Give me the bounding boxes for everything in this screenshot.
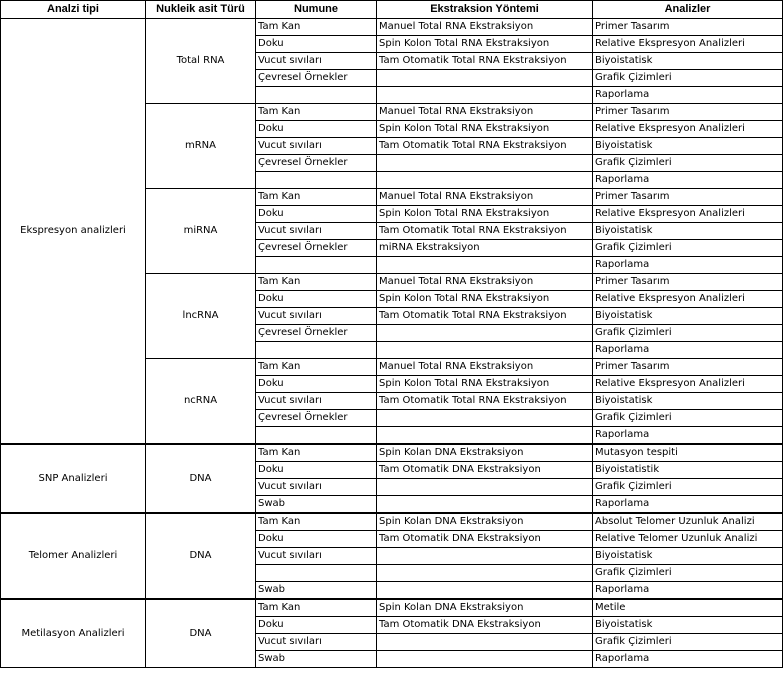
extraction-method-cell xyxy=(377,548,593,565)
sample-cell xyxy=(256,427,377,445)
analysis-cell: Metile xyxy=(593,599,783,617)
extraction-method-cell: Spin Kolon Total RNA Ekstraksiyon xyxy=(377,121,593,138)
analysis-cell: Relative Ekspresyon Analizleri xyxy=(593,291,783,308)
sample-cell: Çevresel Örnekler xyxy=(256,240,377,257)
sample-cell: Doku xyxy=(256,291,377,308)
analysis-cell: Relative Ekspresyon Analizleri xyxy=(593,376,783,393)
analysis-cell: Raporlama xyxy=(593,87,783,104)
sample-cell: Tam Kan xyxy=(256,274,377,291)
analysis-cell: Grafik Çizimleri xyxy=(593,634,783,651)
sample-cell: Tam Kan xyxy=(256,444,377,462)
sample-cell: Tam Kan xyxy=(256,104,377,121)
header-sample: Numune xyxy=(256,1,377,19)
header-nucleic-acid: Nukleik asit Türü xyxy=(146,1,256,19)
extraction-method-cell xyxy=(377,427,593,445)
analysis-cell: Primer Tasarım xyxy=(593,189,783,206)
nucleic-acid-cell: lncRNA xyxy=(146,274,256,359)
sample-cell xyxy=(256,342,377,359)
analysis-cell: Biyoistatistik xyxy=(593,462,783,479)
sample-cell: Doku xyxy=(256,36,377,53)
extraction-method-cell: Tam Otomatik Total RNA Ekstraksiyon xyxy=(377,53,593,70)
header-row xyxy=(1,1,783,19)
sample-cell: Vucut sıvıları xyxy=(256,393,377,410)
sample-cell xyxy=(256,87,377,104)
sample-cell xyxy=(256,565,377,582)
analysis-cell: Grafik Çizimleri xyxy=(593,325,783,342)
extraction-method-cell xyxy=(377,70,593,87)
extraction-method-cell xyxy=(377,565,593,582)
extraction-method-cell: Spin Kolon Total RNA Ekstraksiyon xyxy=(377,291,593,308)
analysis-cell: Biyoistatisk xyxy=(593,53,783,70)
analysis-type-cell: Metilasyon Analizleri xyxy=(1,599,146,668)
sample-cell: Tam Kan xyxy=(256,19,377,36)
sample-cell: Doku xyxy=(256,376,377,393)
sample-cell: Doku xyxy=(256,121,377,138)
sample-cell: Doku xyxy=(256,462,377,479)
table-row xyxy=(1,444,783,462)
extraction-method-cell xyxy=(377,172,593,189)
analysis-cell: Biyoistatisk xyxy=(593,548,783,565)
analysis-cell: Primer Tasarım xyxy=(593,274,783,291)
analysis-cell: Relative Ekspresyon Analizleri xyxy=(593,121,783,138)
header-analysis-type: Analzi tipi xyxy=(1,1,146,19)
extraction-method-cell: Spin Kolan DNA Ekstraksiyon xyxy=(377,444,593,462)
extraction-method-cell: Tam Otomatik Total RNA Ekstraksiyon xyxy=(377,393,593,410)
analysis-cell: Grafik Çizimleri xyxy=(593,70,783,87)
sample-cell: Doku xyxy=(256,206,377,223)
analysis-cell: Raporlama xyxy=(593,651,783,668)
sample-cell: Swab xyxy=(256,496,377,514)
sample-cell: Swab xyxy=(256,651,377,668)
extraction-method-cell: Spin Kolan DNA Ekstraksiyon xyxy=(377,513,593,531)
analysis-cell: Biyoistatisk xyxy=(593,617,783,634)
analysis-cell: Primer Tasarım xyxy=(593,359,783,376)
sample-cell xyxy=(256,257,377,274)
analysis-cell: Biyoistatisk xyxy=(593,138,783,155)
analysis-cell: Grafik Çizimleri xyxy=(593,479,783,496)
extraction-method-cell xyxy=(377,410,593,427)
nucleic-acid-cell: Total RNA xyxy=(146,19,256,104)
analysis-cell: Grafik Çizimleri xyxy=(593,240,783,257)
sample-cell: Vucut sıvıları xyxy=(256,308,377,325)
analysis-cell: Absolut Telomer Uzunluk Analizi xyxy=(593,513,783,531)
extraction-method-cell: Manuel Total RNA Ekstraksiyon xyxy=(377,274,593,291)
analysis-cell: Grafik Çizimleri xyxy=(593,155,783,172)
sample-cell: Çevresel Örnekler xyxy=(256,70,377,87)
table-row xyxy=(1,19,783,36)
analysis-cell: Biyoistatisk xyxy=(593,308,783,325)
extraction-method-cell: Manuel Total RNA Ekstraksiyon xyxy=(377,104,593,121)
nucleic-acid-cell: DNA xyxy=(146,599,256,668)
analysis-type-cell: SNP Analizleri xyxy=(1,444,146,513)
extraction-method-cell: Manuel Total RNA Ekstraksiyon xyxy=(377,19,593,36)
extraction-method-cell: Tam Otomatik Total RNA Ekstraksiyon xyxy=(377,308,593,325)
analysis-cell: Raporlama xyxy=(593,582,783,600)
sample-cell: Vucut sıvıları xyxy=(256,548,377,565)
sample-cell: Tam Kan xyxy=(256,513,377,531)
extraction-method-cell xyxy=(377,257,593,274)
extraction-method-cell: Tam Otomatik Total RNA Ekstraksiyon xyxy=(377,223,593,240)
sample-cell: Vucut sıvıları xyxy=(256,223,377,240)
extraction-method-cell xyxy=(377,342,593,359)
extraction-method-cell: Tam Otomatik DNA Ekstraksiyon xyxy=(377,617,593,634)
sample-cell: Vucut sıvıları xyxy=(256,479,377,496)
analysis-cell: Relative Ekspresyon Analizleri xyxy=(593,206,783,223)
nucleic-acid-cell: DNA xyxy=(146,513,256,599)
extraction-method-cell: miRNA Ekstraksiyon xyxy=(377,240,593,257)
sample-cell: Doku xyxy=(256,617,377,634)
extraction-method-cell: Spin Kolon Total RNA Ekstraksiyon xyxy=(377,206,593,223)
sample-cell: Swab xyxy=(256,582,377,600)
extraction-method-cell xyxy=(377,155,593,172)
analysis-cell: Grafik Çizimleri xyxy=(593,410,783,427)
extraction-method-cell: Manuel Total RNA Ekstraksiyon xyxy=(377,359,593,376)
extraction-method-cell: Tam Otomatik Total RNA Ekstraksiyon xyxy=(377,138,593,155)
sample-cell: Tam Kan xyxy=(256,599,377,617)
extraction-method-cell: Manuel Total RNA Ekstraksiyon xyxy=(377,189,593,206)
extraction-method-cell: Spin Kolon Total RNA Ekstraksiyon xyxy=(377,376,593,393)
sample-cell: Vucut sıvıları xyxy=(256,53,377,70)
analysis-cell: Relative Telomer Uzunluk Analizi xyxy=(593,531,783,548)
analysis-cell: Grafik Çizimleri xyxy=(593,565,783,582)
extraction-method-cell xyxy=(377,582,593,600)
extraction-method-cell xyxy=(377,479,593,496)
analysis-cell: Raporlama xyxy=(593,427,783,445)
analysis-cell: Relative Ekspresyon Analizleri xyxy=(593,36,783,53)
sample-cell: Çevresel Örnekler xyxy=(256,155,377,172)
extraction-method-cell: Tam Otomatik DNA Ekstraksiyon xyxy=(377,462,593,479)
extraction-method-cell xyxy=(377,325,593,342)
extraction-method-cell xyxy=(377,651,593,668)
header-analyses: Analizler xyxy=(593,1,783,19)
extraction-method-cell xyxy=(377,496,593,514)
analysis-cell: Biyoistatisk xyxy=(593,223,783,240)
extraction-method-cell xyxy=(377,634,593,651)
sample-cell: Vucut sıvıları xyxy=(256,634,377,651)
sample-cell xyxy=(256,172,377,189)
analysis-cell: Biyoistatisk xyxy=(593,393,783,410)
table-body xyxy=(1,19,783,668)
analysis-type-cell: Ekspresyon analizleri xyxy=(1,19,146,445)
extraction-method-cell xyxy=(377,87,593,104)
table-row xyxy=(1,513,783,531)
nucleic-acid-cell: DNA xyxy=(146,444,256,513)
extraction-method-cell: Spin Kolon Total RNA Ekstraksiyon xyxy=(377,36,593,53)
header-extraction-method: Ekstraksion Yöntemi xyxy=(377,1,593,19)
sample-cell: Vucut sıvıları xyxy=(256,138,377,155)
nucleic-acid-cell: mRNA xyxy=(146,104,256,189)
extraction-method-cell: Spin Kolan DNA Ekstraksiyon xyxy=(377,599,593,617)
table-row xyxy=(1,599,783,617)
nucleic-acid-cell: ncRNA xyxy=(146,359,256,445)
extraction-method-cell: Tam Otomatik DNA Ekstraksiyon xyxy=(377,531,593,548)
nucleic-acid-cell: miRNA xyxy=(146,189,256,274)
sample-cell: Tam Kan xyxy=(256,189,377,206)
analysis-cell: Mutasyon tespiti xyxy=(593,444,783,462)
analysis-type-cell: Telomer Analizleri xyxy=(1,513,146,599)
analysis-cell: Primer Tasarım xyxy=(593,104,783,121)
analysis-cell: Raporlama xyxy=(593,257,783,274)
sample-cell: Çevresel Örnekler xyxy=(256,410,377,427)
sample-cell: Tam Kan xyxy=(256,359,377,376)
analysis-cell: Raporlama xyxy=(593,496,783,514)
analysis-cell: Raporlama xyxy=(593,172,783,189)
analysis-cell: Raporlama xyxy=(593,342,783,359)
sample-cell: Çevresel Örnekler xyxy=(256,325,377,342)
sample-cell: Doku xyxy=(256,531,377,548)
analysis-cell: Primer Tasarım xyxy=(593,19,783,36)
